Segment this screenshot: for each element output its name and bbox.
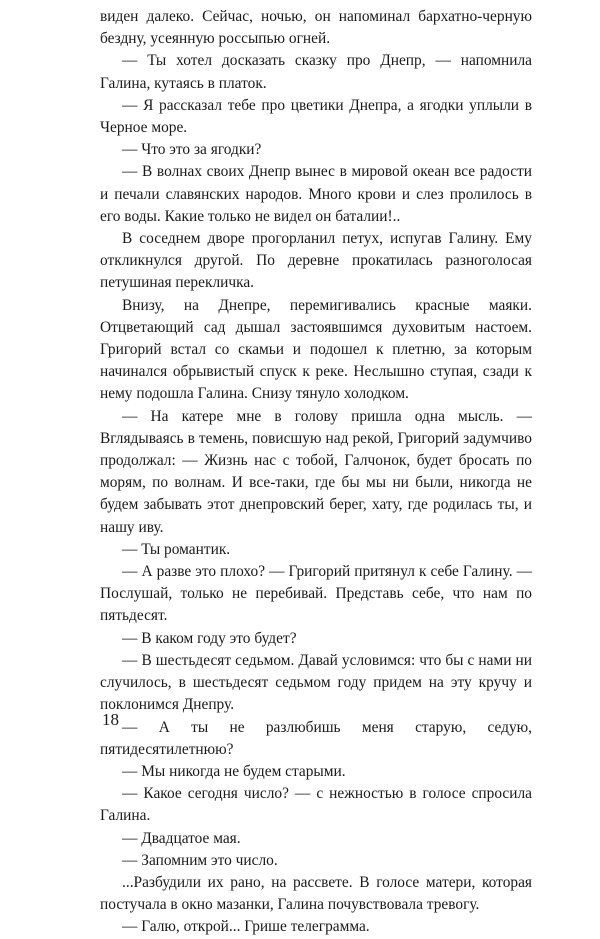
page-body-text xyxy=(100,6,532,939)
paragraph: — Мы никогда не будем старыми. xyxy=(122,762,346,780)
paragraph: — В волнах своих Днепр вынес в мировой океан все радости и печали славянских народов. Много крови и слез пролилось в его воды. Какие только не видел он баталии!.. xyxy=(100,163,532,225)
paragraph: ...Разбудили их рано, на рассвете. В голосе матери, которая постучала в окно мазанки, Галина почувствовала тревогу. xyxy=(100,873,532,914)
paragraph: Внизу, на Днепре, перемигивались красные маяки. Отцветающий сад дышал застоявшимся духовитым настоем. Григорий встал со скамьи и подошел к плетню, за которым начинался обрывистый спуск к реке. Неслышно ступая, сзади к нему подошла Галина. Снизу тянуло холодком. xyxy=(100,296,532,403)
paragraph: — В шестьдесят седьмом. Давай условимся: что бы с нами ни случилось, в шестьдесят седьмом году придем на эту кручу и поклонимся Днепру. xyxy=(100,651,532,714)
paragraph: — А ты не разлюбишь меня старую, седую, пятидесятилетнюю? xyxy=(100,718,532,758)
paragraph: — Ты романтик. xyxy=(122,540,231,558)
paragraph: — Запомним это число. xyxy=(122,851,278,869)
paragraph: виден далеко. Сейчас, ночью, он напоминал бархатно-черную бездну, усеянную россыпью огней. xyxy=(100,8,532,48)
paragraph: В соседнем дворе прогорланил петух, испугав Галину. Ему откликнулся другой. По деревне прокатилась разноголосая петушиная перекличка. xyxy=(100,230,532,292)
paragraph: — Галю, открой... Грише телеграмма. xyxy=(122,918,370,936)
page-number: 18 xyxy=(102,710,119,729)
paragraph: — Я рассказал тебе про цветики Днепра, а ягодки уплыли в Черное море. xyxy=(100,96,532,137)
paragraph: — В каком году это будет? xyxy=(122,629,297,647)
paragraph: — Какое сегодня число? — с нежностью в голосе спросила Галина. xyxy=(100,785,532,825)
paragraph: — Ты хотел досказать сказку про Днепр, — напомнила Галина, кутаясь в платок. xyxy=(100,52,532,92)
paragraph: — На катере мне в голову пришла одна мысль. — Вглядываясь в темень, повисшую над рекой, Григорий задумчиво продолжал: — Жизнь нас с тобой, Галчонок, будет бросать по морям, по волнам. И все-таки, где бы мы ни были, никогда не будем забывать этот днепровский берег, хату, где родилась ты, и нашу иву. xyxy=(100,407,532,536)
paragraph: — А разве это плохо? — Григорий притянул к себе Галину. — Послушай, только не перебивай. Представь себе, что нам по пятьдесят. xyxy=(100,563,532,625)
paragraph: — Что это за ягодки? xyxy=(122,141,262,159)
paragraph: — Двадцатое мая. xyxy=(122,829,241,847)
